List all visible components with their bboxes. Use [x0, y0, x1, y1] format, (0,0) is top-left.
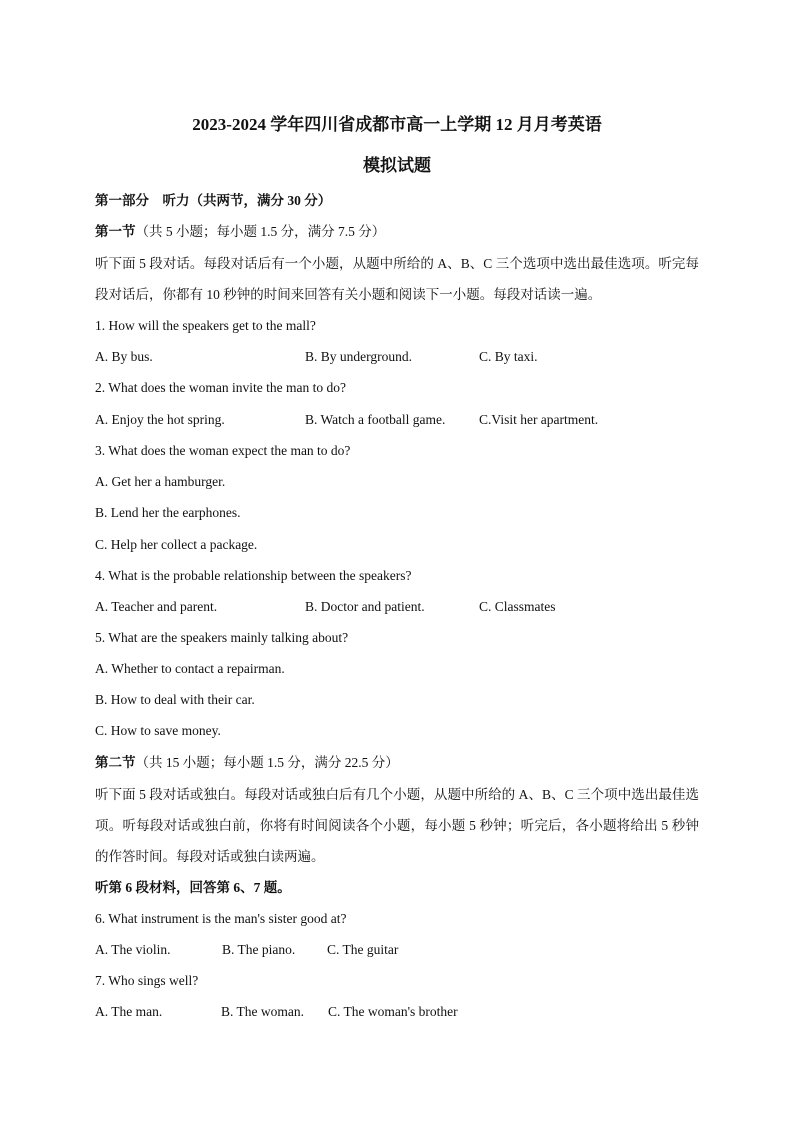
q7-option-a: A. The man. — [95, 1004, 163, 1019]
section1-instructions: 听下面 5 段对话。每段对话后有一个小题，从题中所给的 A、B、C 三个选项中选出最佳选项。听完每段对话后，你都有 10 秒钟的时间来回答有关小题和阅读下一小题。每段对话读一遍。 — [95, 256, 699, 302]
section1-heading-detail: （共 5 小题；每小题 1.5 分，满分 7.5 分） — [135, 224, 386, 239]
q4-option-c: C. Classmates — [479, 599, 556, 614]
q1-option-b: B. By underground. — [305, 349, 412, 364]
q1-option-c: C. By taxi. — [479, 349, 538, 364]
q4-option-a: A. Teacher and parent. — [95, 599, 218, 614]
q5-option-a: A. Whether to contact a repairman. — [95, 661, 285, 676]
question-2: 2. What does the woman invite the man to do? — [95, 380, 346, 395]
section2-heading — [95, 754, 399, 772]
section2-heading-label: 第二节 — [95, 755, 136, 770]
q7-option-b: B. The woman. — [221, 1004, 304, 1019]
section2-instructions: 听下面 5 段对话或独白。每段对话或独白后有几个小题，从题中所给的 A、B、C 三个项中选出最佳选项。听每段对话或独白前，你将有时间阅读各个小题，每小题 5 秒钟；听完后，各小题将给出 5 秒钟的作答时间。每段对话或独白读两遍。 — [95, 787, 699, 864]
q1-option-a: A. By bus. — [95, 349, 153, 364]
q5-option-c: C. How to save money. — [95, 723, 221, 738]
q5-option-b: B. How to deal with their car. — [95, 692, 255, 707]
q6-option-b: B. The piano. — [222, 942, 296, 957]
question-7: 7. Who sings well? — [95, 973, 199, 988]
q3-option-c: C. Help her collect a package. — [95, 537, 258, 552]
q3-option-b: B. Lend her the earphones. — [95, 505, 241, 520]
section1-heading — [95, 223, 385, 241]
q3-option-a: A. Get her a hamburger. — [95, 474, 226, 489]
q7-option-c: C. The woman's brother — [328, 1004, 458, 1019]
page-title: 2023-2024 学年四川省成都市高一上学期 12 月月考英语 — [192, 115, 602, 134]
q4-option-b: B. Doctor and patient. — [305, 599, 425, 614]
q6-option-a: A. The violin. — [95, 942, 171, 957]
question-6: 6. What instrument is the man's sister good at? — [95, 911, 347, 926]
question-4: 4. What is the probable relationship between the speakers? — [95, 568, 412, 583]
q6-option-c: C. The guitar — [327, 942, 399, 957]
q2-option-b: B. Watch a football game. — [305, 412, 446, 427]
question-3: 3. What does the woman expect the man to do? — [95, 443, 351, 458]
question-1: 1. How will the speakers get to the mall? — [95, 318, 316, 333]
question-5: 5. What are the speakers mainly talking about? — [95, 630, 349, 645]
q2-option-a: A. Enjoy the hot spring. — [95, 412, 225, 427]
part1-heading: 第一部分 听力（共两节，满分 30 分） — [95, 193, 332, 208]
q2-option-c: C.Visit her apartment. — [479, 412, 599, 427]
material-6-heading: 听第 6 段材料，回答第 6、7 题。 — [95, 880, 291, 895]
section2-heading-detail: （共 15 小题；每小题 1.5 分，满分 22.5 分） — [135, 755, 399, 770]
page-subtitle: 模拟试题 — [363, 156, 431, 175]
section1-heading-label: 第一节 — [95, 224, 136, 239]
